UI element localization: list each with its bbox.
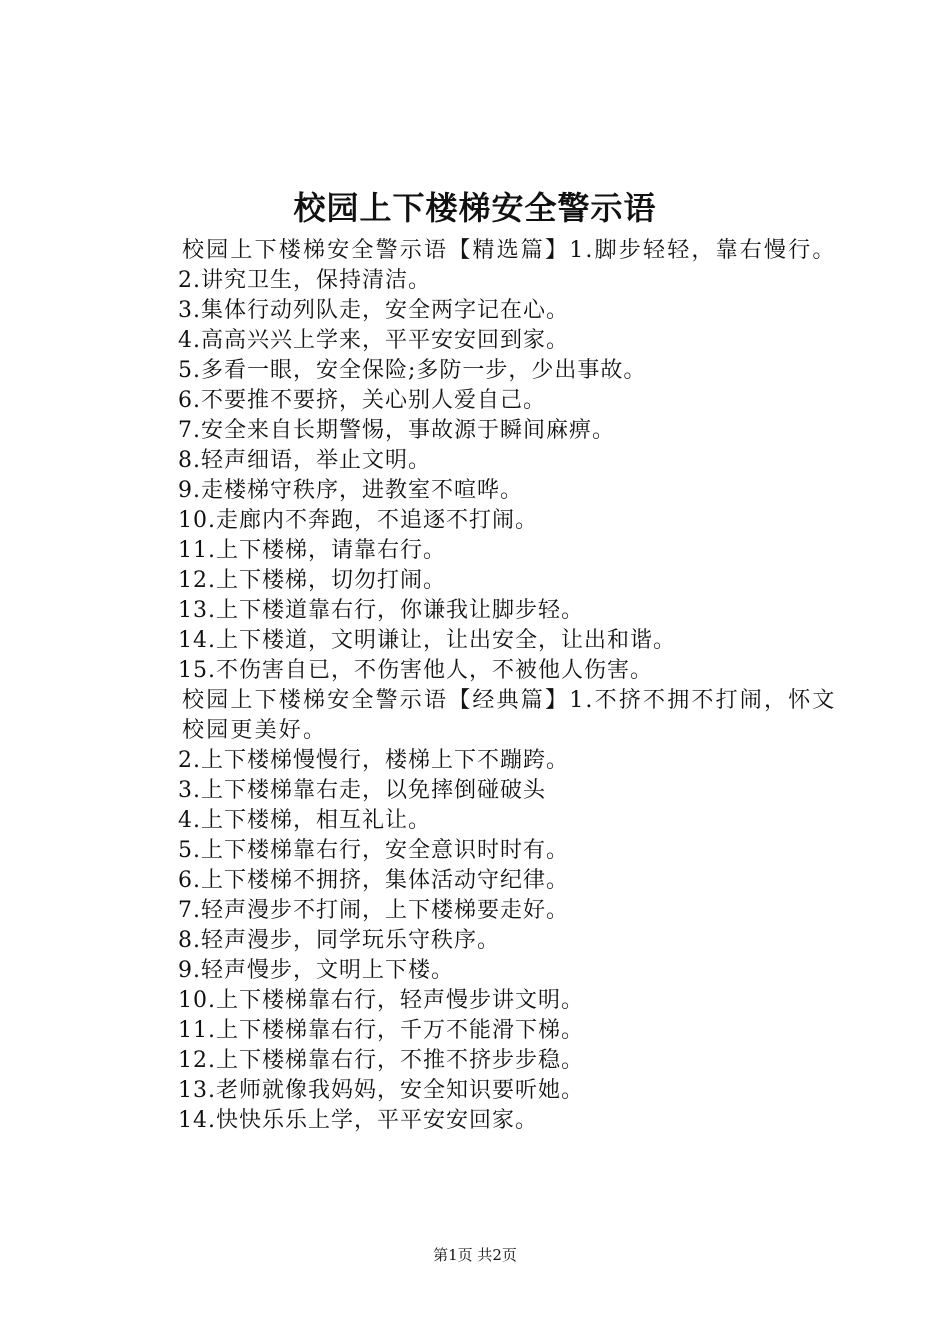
- list-item: 14.快快乐乐上学，平平安安回家。: [178, 1108, 538, 1133]
- list-item: 3.上下楼梯靠右走，以免摔倒碰破头: [178, 778, 546, 803]
- section-intro-paragraph: 校园上下楼梯安全警示语【精选篇】1.脚步轻轻，靠右慢行。: [182, 238, 837, 263]
- list-item: 4.高高兴兴上学来，平平安安回到家。: [178, 328, 569, 353]
- list-item: 5.上下楼梯靠右行，安全意识时时有。: [178, 838, 569, 863]
- list-item: 13.上下楼道靠右行，你谦我让脚步轻。: [178, 598, 584, 623]
- list-item: 4.上下楼梯，相互礼让。: [178, 808, 431, 833]
- list-item: 11.上下楼梯，请靠右行。: [178, 538, 446, 563]
- list-item: 15.不伤害自已，不伤害他人，不被他人伤害。: [178, 658, 653, 683]
- list-item: 7.安全来自长期警惕，事故源于瞬间麻痹。: [178, 418, 615, 443]
- list-item: 10.上下楼梯靠右行，轻声慢步讲文明。: [178, 988, 584, 1013]
- list-item: 8.轻声漫步，同学玩乐守秩序。: [178, 928, 500, 953]
- list-item: 6.不要推不要挤，关心别人爱自己。: [178, 388, 546, 413]
- list-item: 8.轻声细语，举止文明。: [178, 448, 431, 473]
- list-item: 6.上下楼梯不拥挤，集体活动守纪律。: [178, 868, 569, 893]
- list-item: 9.走楼梯守秩序，进教室不喧哗。: [178, 478, 523, 503]
- list-item: 2.上下楼梯慢慢行，楼梯上下不蹦跨。: [178, 748, 569, 773]
- list-item: 12.上下楼梯靠右行，不推不挤步步稳。: [178, 1048, 584, 1073]
- list-item: 10.走廊内不奔跑，不追逐不打闹。: [178, 508, 538, 533]
- page-title: 校园上下楼梯安全警示语: [293, 189, 657, 227]
- list-item: 2.讲究卫生，保持清洁。: [178, 268, 431, 293]
- list-item: 13.老师就像我妈妈，安全知识要听她。: [178, 1078, 584, 1103]
- list-item: 3.集体行动列队走，安全两字记在心。: [178, 298, 569, 323]
- section-intro-paragraph: 校园上下楼梯安全警示语【经典篇】1.不挤不拥不打闹，怀文校园更美好。: [182, 688, 837, 743]
- page-footer: 第1页 共2页: [433, 1246, 517, 1264]
- list-item: 7.轻声漫步不打闹，上下楼梯要走好。: [178, 898, 569, 923]
- list-item: 11.上下楼梯靠右行，千万不能滑下梯。: [178, 1018, 584, 1043]
- list-item: 12.上下楼梯，切勿打闹。: [178, 568, 446, 593]
- list-item: 5.多看一眼，安全保险;多防一步，少出事故。: [178, 358, 647, 383]
- list-item: 9.轻声慢步，文明上下楼。: [178, 958, 454, 983]
- list-item: 14.上下楼道，文明谦让，让出安全，让出和谐。: [178, 628, 676, 653]
- document-body: [128, 236, 838, 1136]
